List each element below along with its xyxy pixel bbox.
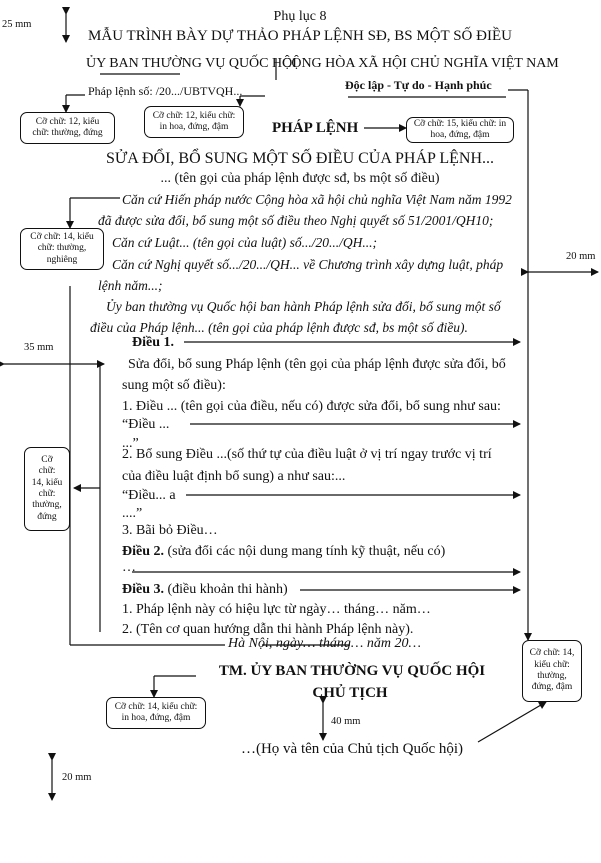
article-3: Điều 3. (điều khoản thi hành) [122,582,288,597]
nation-name: CỘNG HÒA XÃ HỘI CHỦ NGHĨA VIỆT NAM [282,56,559,71]
article-1-line-1: Sửa đổi, bổ sung Pháp lệnh (tên gọi của pháp lệnh được sửa đổi, bổ [128,357,506,372]
quote-1-close: ...” [122,436,139,451]
basis-line-4: Căn cứ Nghị quyết số.../20.../QH... về Chương trình xây dựng luật, pháp [112,257,504,272]
basis-line-2: đã được sửa đổi, bổ sung một số điều theo Nghị quyết số 51/2001/QH10; [98,213,494,228]
font-note-doctype: Cỡ chữ: 12, kiểu chữ: in hoa, đứng, đậm [144,106,244,138]
right-margin-label: 20 mm [566,251,596,262]
basis-line-1: Căn cứ Hiến pháp nước Cộng hòa xã hội chủ nghĩa Việt Nam năm 1992 [122,192,512,207]
bottom-margin-label: 20 mm [62,772,92,783]
signer-name: …(Họ và tên của Chủ tịch Quốc hội) [240,741,464,757]
document-subtitle: SỬA ĐỔI, BỔ SUNG MỘT SỐ ĐIỀU CỦA PHÁP LỆNH... [105,150,495,167]
document-type: PHÁP LỆNH [272,120,359,136]
article-2: Điều 2. (sửa đổi các nội dung mang tính kỹ thuật, nếu có) [122,544,446,559]
article-3-item-2: 2. (Tên cơ quan hướng dẫn thi hành Pháp lệnh này). [122,622,414,637]
item-3: 3. Bãi bỏ Điều… [122,523,218,538]
article-2-ellipsis: … [122,560,136,575]
left-margin-label: 35 mm [24,342,54,353]
place-date: Hà Nội, ngày… tháng… năm 20… [228,636,421,651]
signer-position: CHỦ TỊCH [312,685,388,701]
font-note-body: Cỡ chữ: 14, kiểu chữ: thường, đứng [24,447,70,531]
basis-line-6: Ủy ban thường vụ Quốc hội ban hành Pháp lệnh sửa đổi, bổ sung một số [106,299,501,314]
article-1-line-2: sung một số điều): [122,378,226,393]
agency-name: ỦY BAN THƯỜNG VỤ QUỐC HỘI [86,56,297,71]
font-note-number: Cỡ chữ: 12, kiểu chữ: thường, đứng [20,112,115,144]
top-margin-label: 25 mm [2,19,32,30]
font-note-authority: Cỡ chữ: 14, kiểu chữ: in hoa, đứng, đậm [106,697,206,729]
item-2-line-1: 2. Bổ sung Điều ...(số thứ tự của điều luật ở vị trí ngay trước vị trí [122,447,492,462]
document-subtitle-note: ... (tên gọi của pháp lệnh được sđ, bs một số điều) [160,171,440,186]
appendix-label: Phụ lục 8 [273,9,327,24]
basis-line-7: điều của Pháp lệnh... (tên gọi của pháp lệnh được sđ, bs một số điều). [90,320,468,335]
motto: Độc lập - Tự do - Hạnh phúc [345,78,492,92]
quote-2-open: “Điều... a [122,488,176,503]
font-note-basis: Cỡ chữ: 14, kiểu chữ: thường, nghiêng [20,228,104,270]
font-note-sign: Cỡ chữ: 14, kiểu chữ: thường, đứng, đậm [522,640,582,702]
item-2-line-2: của điều luật định bổ sung) a như sau:... [122,469,346,484]
item-1: 1. Điều ... (tên gọi của điều, nếu có) được sửa đổi, bổ sung như sau: [122,399,501,414]
page-title: MẪU TRÌNH BÀY DỰ THẢO PHÁP LỆNH SĐ, BS MỘT SỐ ĐIỀU [88,28,512,44]
font-note-title: Cỡ chữ: 15, kiểu chữ: in hoa, đứng, đậm [406,117,514,143]
basis-line-3: Căn cứ Luật... (tên gọi của luật) số.../20.../QH...; [112,235,377,250]
quote-1-open: “Điều ... [122,417,170,432]
basis-line-5: lệnh năm...; [98,278,163,293]
signing-authority: TM. ỦY BAN THƯỜNG VỤ QUỐC HỘI [218,663,486,679]
signature-gap-label: 40 mm [331,716,361,727]
article-3-item-1: 1. Pháp lệnh này có hiệu lực từ ngày… tháng… năm… [122,602,431,617]
article-1-heading: Điều 1. [132,335,174,350]
document-number: Pháp lệnh số: /20.../UBTVQH... [88,84,243,98]
quote-2-close: ....” [122,506,143,521]
